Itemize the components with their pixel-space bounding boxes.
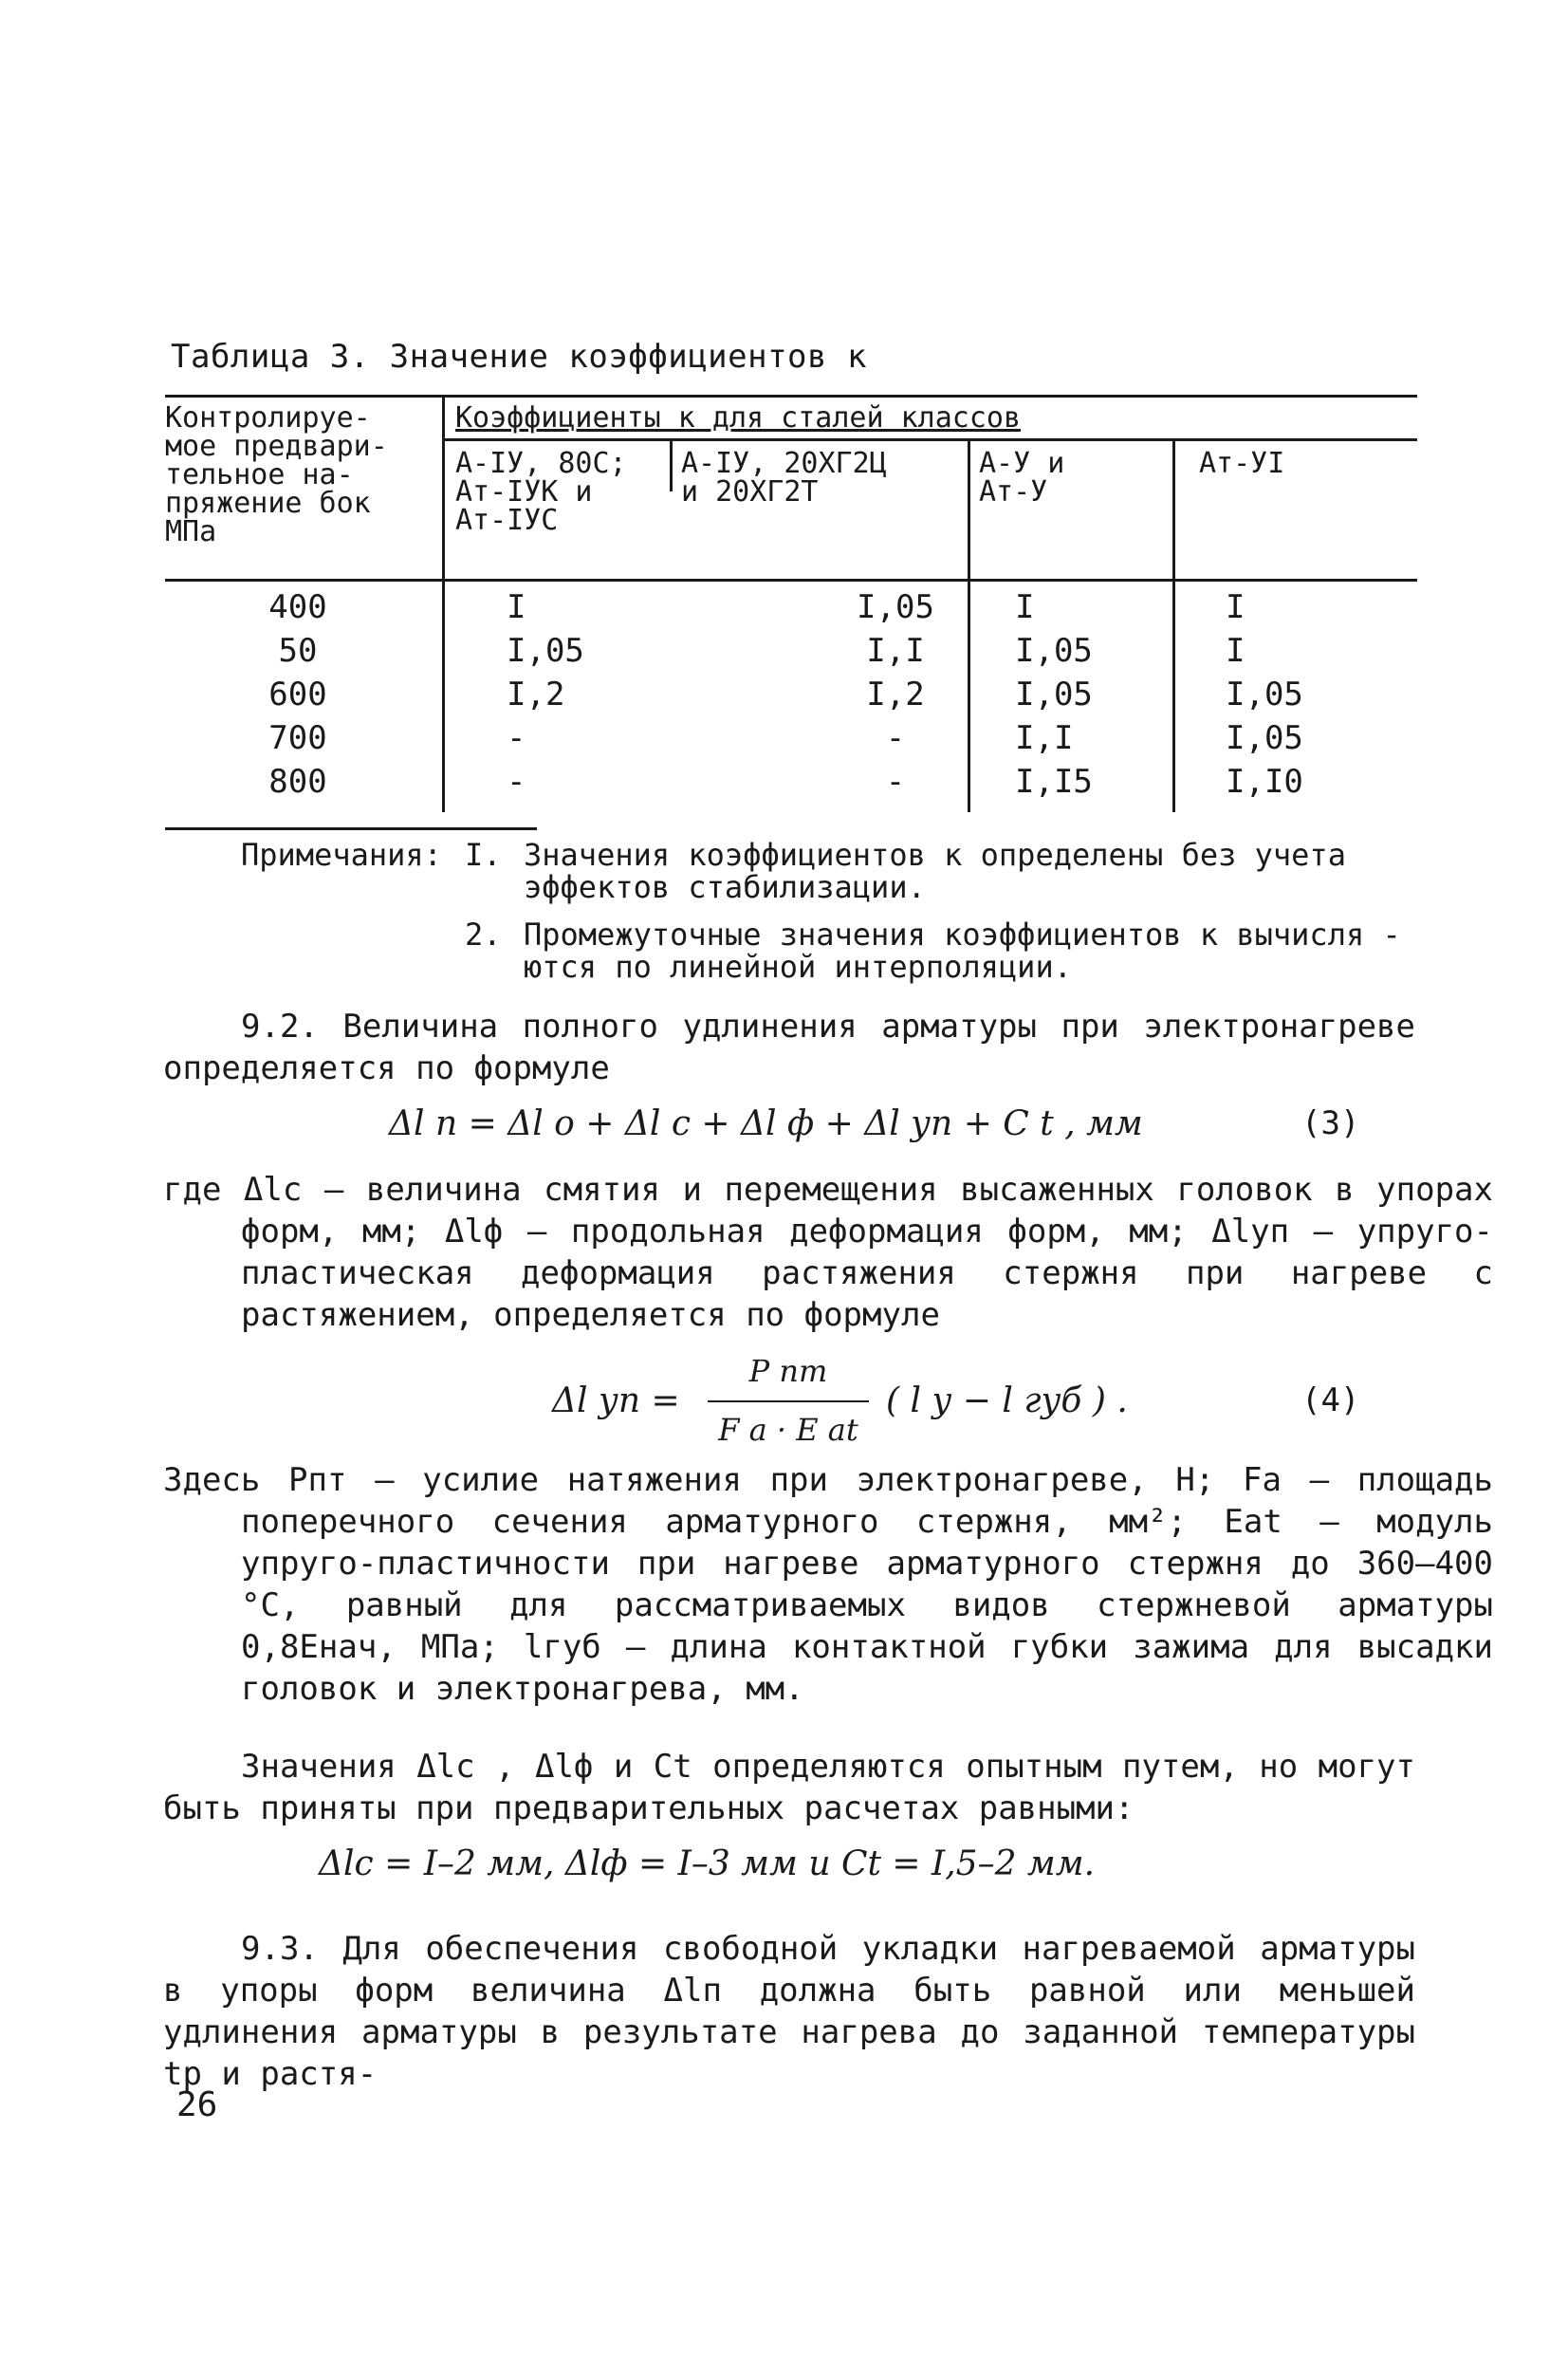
note-text: Значения коэффициентов к определены без учета эффектов стабилизации. [524, 837, 1346, 905]
cell-k1: - [507, 719, 526, 757]
cell-k2: - [885, 719, 906, 757]
header-stress: Контролируе- мое предвари- тельное на- пряжение бок МПа [165, 401, 388, 548]
values-line: Δlс = I–2 мм, Δlф = I–3 мм и Сt = I,5–2 мм. [319, 1844, 1096, 1883]
cell-k4: I [1226, 632, 1245, 670]
fraction-bar [708, 1400, 869, 1402]
formula-4-number: (4) [1301, 1381, 1360, 1419]
table-notes [241, 839, 1468, 983]
cell-k1: I,2 [507, 676, 565, 713]
page-number: 26 [176, 2085, 218, 2124]
cell-k3: I,I [1015, 719, 1074, 757]
header-class-3: А-У и Ат-У [979, 447, 1065, 509]
paragraph-where: где Δlс – величина смятия и перемещения высаженных головок в упорах форм, мм; Δlф – продольная деформация форм, мм; Δlуп – упруго-пластическая деформация растяжения стержня при нагреве с растяжением, определяется по формуле [163, 1171, 1493, 1334]
cell-k3: I,I5 [1015, 763, 1093, 801]
group-header-rule [442, 438, 1417, 441]
cell-k4: I,05 [1226, 719, 1303, 757]
paragraph-9-2: 9.2. Величина полного удлинения арматуры при электронагреве определяется по формуле [163, 1008, 1415, 1087]
header-group: Коэффициенты к для сталей классов [455, 401, 1022, 435]
header-class-1: А-IУ, 80С; Ат-IУК и Ат-IУС [455, 447, 627, 537]
formula-4-lhs: Δl уп = [552, 1381, 680, 1420]
cell-k2: - [885, 763, 906, 801]
cell-k3: I,05 [1015, 632, 1093, 670]
coefficients-table [165, 395, 1417, 812]
paragraph-here: Здесь Рпт – усилие натяжения при электронагреве, Н; Fа – площадь поперечного сечения арматурного стержня, мм²; Еаt – модуль упруго-пластичности при нагреве арматурного стержня до 360–400 °С, равный для рассматриваемых видов стержневой арматуры 0,8Енач, МПа; lгуб – длина контактной губки зажима для высадки головок и электронагрева, мм. [163, 1461, 1493, 1708]
note-text: Промежуточные значения коэффициентов к вычисля - ются по линейной интерполяции. [524, 917, 1401, 985]
table-caption: Таблица 3. Значение коэффициентов к [171, 338, 867, 376]
header-class-4: Ат-УI [1199, 447, 1285, 480]
cell-k1: I,05 [507, 632, 584, 670]
col-divider-1 [442, 395, 445, 812]
cell-stress: 50 [278, 632, 318, 670]
cell-k1: I [507, 588, 526, 626]
cell-k2: I,I [866, 632, 925, 670]
header-bottom-rule [165, 579, 1417, 582]
cell-k4: I,I0 [1226, 763, 1303, 801]
formula-4-denominator: F а · Е аt [718, 1412, 858, 1448]
cell-k2: I,05 [857, 588, 934, 626]
cell-k3: I,05 [1015, 676, 1093, 713]
cell-stress: 600 [268, 676, 327, 713]
note-number: 2. [465, 917, 502, 953]
formula-3: Δl п = Δl о + Δl с + Δl ф + Δl уп + С t , мм [389, 1104, 1143, 1143]
cell-k4: I,05 [1226, 676, 1303, 713]
header-class-2: А-IУ, 20ХГ2Ц и 20ХГ2Т [681, 447, 887, 509]
paragraph-values-intro: Значения Δlс , Δlф и Сt определяются опытным путем, но могут быть приняты при предварительных расчетах равными: [163, 1748, 1415, 1827]
table-top-rule [165, 395, 1417, 398]
cell-stress: 700 [268, 719, 327, 757]
cell-k1: - [507, 763, 526, 801]
cell-stress: 400 [268, 588, 327, 626]
formula-3-number: (3) [1301, 1104, 1360, 1142]
note-item [241, 918, 1468, 983]
cell-k3: I [1015, 588, 1035, 626]
notes-label: Примечания: [241, 837, 442, 873]
cell-k2: I,2 [866, 676, 925, 713]
cell-stress: 800 [268, 763, 327, 801]
note-item [241, 839, 1468, 903]
cell-k4: I [1226, 588, 1245, 626]
formula-4-rhs: ( l у − l губ ) . [886, 1381, 1128, 1420]
paragraph-9-3: 9.3. Для обеспечения свободной укладки нагреваемой арматуры в упоры форм величина Δlп должна быть равной или меньшей удлинения арматуры в результате нагрева до заданной температуры tр и растя- [163, 1930, 1415, 2093]
formula-4-numerator: Р пт [748, 1353, 828, 1389]
note-number: I. [465, 837, 502, 873]
notes-rule [165, 827, 537, 830]
